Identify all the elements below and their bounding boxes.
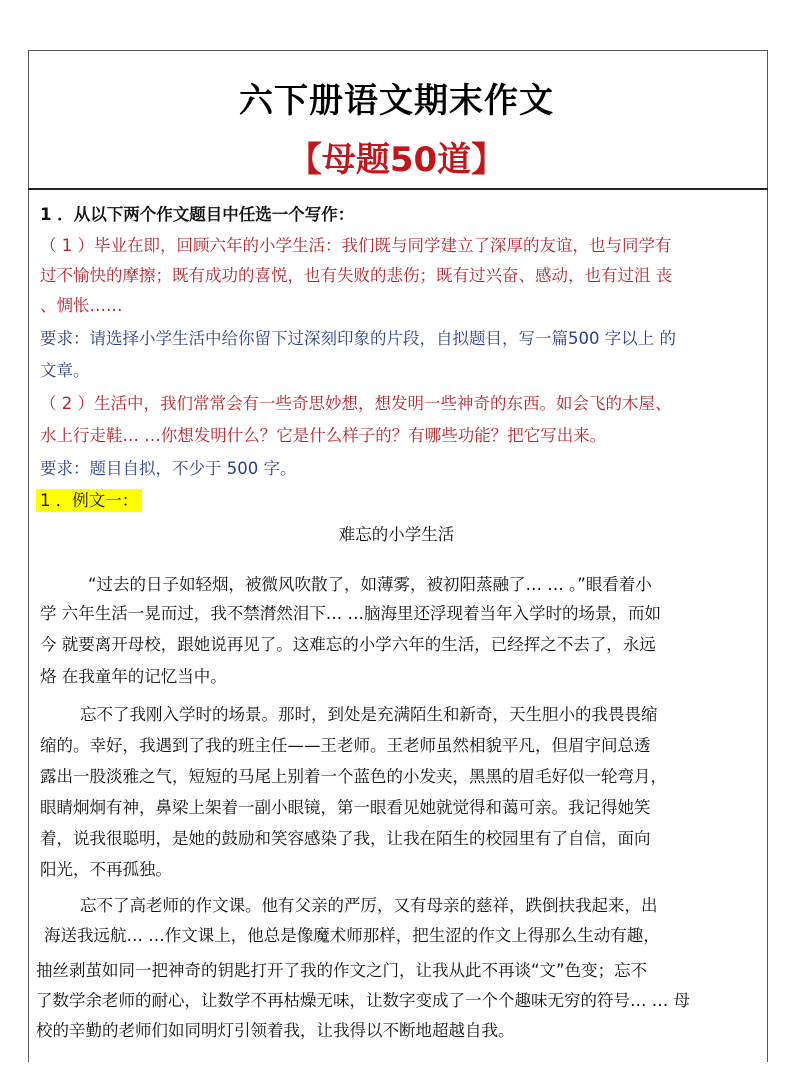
essay-line: 忘不了我刚入学时的场景。那时，到处是充满陌生和新奇，天生胆小的我畏畏缩 xyxy=(80,705,658,724)
essay-line: 今 就要离开母校，跟她说再见了。这难忘的小学六年的生活，已经挥之不去了，永远 xyxy=(40,635,656,654)
example-label xyxy=(36,487,142,511)
essay-line: 学 六年生活一晃而过，我不禁潸然泪下… …脑海里还浮现着当年入学时的场景，而如 xyxy=(40,604,661,623)
essay-line: 校的辛勤的老师们如同明灯引领着我，让我得以不断地超越自我。 xyxy=(36,1021,515,1040)
question-heading: 1 ．从以下两个作文题目中任选一个写作： xyxy=(40,205,355,224)
essay-line: 了数学余老师的耐心，让数学不再枯燥无味，让数字变成了一个个趣味无穷的符号… … 母 xyxy=(36,991,690,1010)
essay-line: 着，说我很聪明，是她的鼓励和笑容感染了我，让我在陌生的校园里有了自信，面向 xyxy=(40,829,651,848)
essay-line: 阳光，不再孤独。 xyxy=(40,860,172,879)
divider xyxy=(28,188,768,190)
essay-line: 烙 在我童年的记忆当中。 xyxy=(40,667,227,686)
essay-line: 缩的。幸好，我遇到了我的班主任——王老师。王老师虽然相貌平凡，但眉宇间总透 xyxy=(40,736,651,755)
option2-line: 水上行走鞋… …你想发明什么？它是什么样子的？有哪些功能？把它写出来。 xyxy=(40,426,607,445)
page-title: 六下册语文期末作文 xyxy=(239,81,554,121)
essay-line: 抽丝剥茧如同一把神奇的钥匙打开了我的作文之门，让我从此不再谈“文”色变；忘不 xyxy=(36,961,648,980)
option1-line: 过不愉快的摩擦；既有成功的喜悦，也有失败的悲伤；既有过兴奋、感动，也有过沮 丧 xyxy=(40,266,673,285)
essay-title: 难忘的小学生活 xyxy=(338,525,455,544)
essay-line: 忘不了高老师的作文课。他有父亲的严厉，又有母亲的慈祥，跌倒扶我起来，出 xyxy=(80,896,658,915)
essay-line: 海送我远航… …作文课上，他总是像魔术师那样，把生涩的作文上得那么生动有趣， xyxy=(44,926,660,945)
essay-line: 眼睛炯炯有神，鼻梁上架着一副小眼镜，第一眼看见她就觉得和蔼可亲。我记得她笑 xyxy=(40,798,651,817)
option1-line: 、惆怅…… xyxy=(40,296,123,315)
requirement2-line: 要求：题目自拟，不少于 500 字。 xyxy=(40,459,297,478)
page-subtitle: 【母题50道】 xyxy=(287,140,506,180)
essay-line: 露出一股淡雅之气，短短的马尾上别着一个蓝色的小发夹，黑黑的眉毛好似一轮弯月， xyxy=(40,767,667,786)
essay-line: “过去的日子如轻烟，被微风吹散了，如薄雾，被初阳蒸融了… … 。”眼看着小 xyxy=(88,575,652,594)
option2-line: （ 2 ）生活中，我们常常会有一些奇思妙想，想发明一些神奇的东西。如会飞的木屋、 xyxy=(40,394,672,413)
example-label-text: 1 ．例文一： xyxy=(36,489,142,512)
option1-line: （ 1 ）毕业在即，回顾六年的小学生活：我们既与同学建立了深厚的友谊，也与同学有 xyxy=(40,236,672,255)
requirement1-line: 要求：请选择小学生活中给你留下过深刻印象的片段，自拟题目，写一篇500 字以上 的 xyxy=(40,329,676,348)
requirement1-line: 文章。 xyxy=(40,361,90,380)
